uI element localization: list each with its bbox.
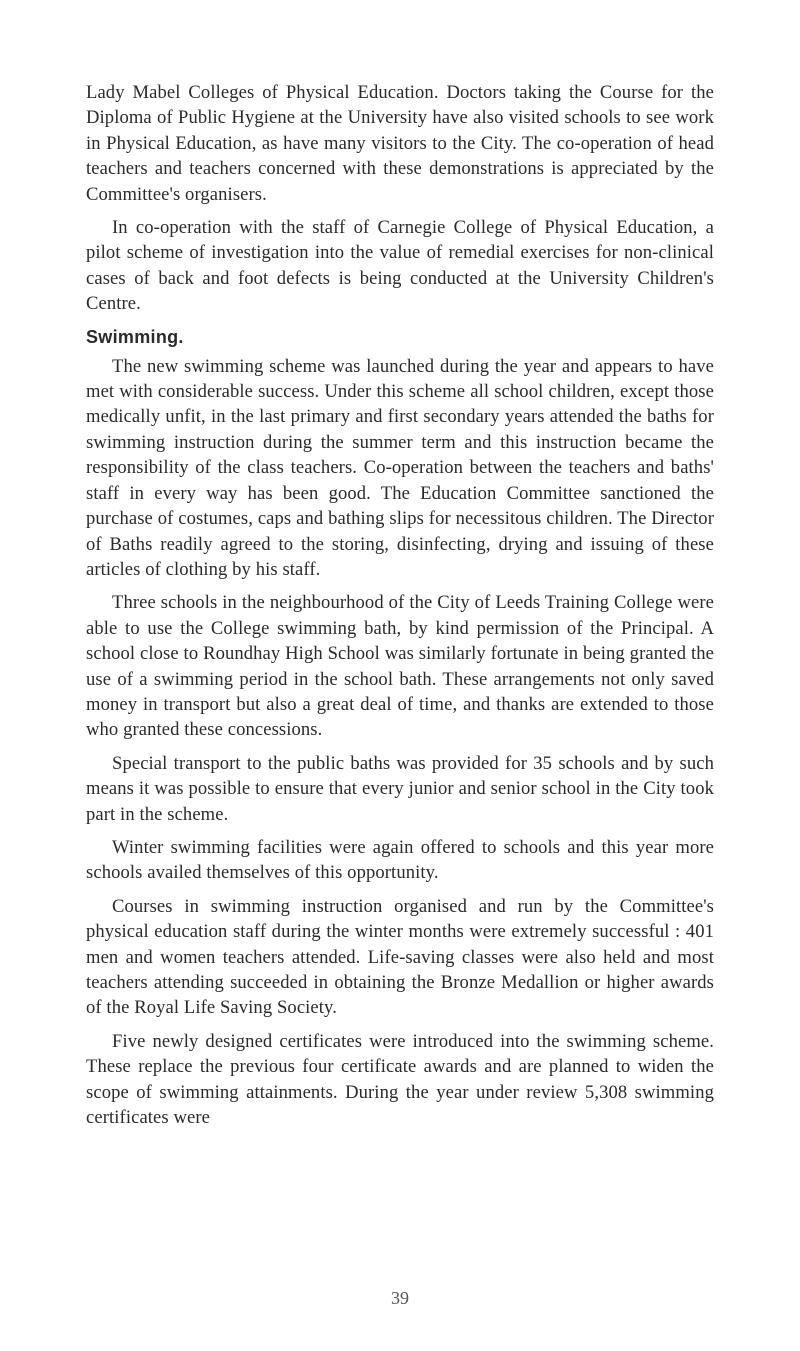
paragraph-physical-education-visitors: Lady Mabel Colleges of Physical Education. Doctors taking the Course for the Diploma of Public Hygiene at the University have also visited schools to see work in Physical Education, as have many visitors to the City. The co-operation of head teachers and teachers concerned with these demonstrations is appreciated by the Committee's organisers. <box>86 82 714 205</box>
paragraph-training-college-bath: Three schools in the neighbourhood of the City of Leeds Training College were able to use the College swimming bath, by kind permission of the Principal. A school close to Roundhay High School was similarly fortunate in being granted the use of a swimming period in the school bath. These arrangements not only saved money in transport but also a great deal of time, and thanks are extended to those who granted these concessions. <box>86 592 714 741</box>
paragraph-winter-swimming: Winter swimming facilities were again offered to schools and this year more schools availed themselves of this opportunity. <box>86 836 714 884</box>
paragraph-special-transport: Special transport to the public baths was provided for 35 schools and by such means it was possible to ensure that every junior and senior school in the City took part in the scheme. <box>86 752 714 825</box>
paragraph-carnegie-pilot-scheme: In co-operation with the staff of Carnegie College of Physical Education, a pilot scheme of investigation into the value of remedial exercises for non-clinical cases of back and foot defects is being conducted at the University Children's Centre. <box>86 217 714 315</box>
paragraph-new-swimming-scheme: The new swimming scheme was launched during the year and appears to have met with considerable success. Under this scheme all school children, except those medically unfit, in the last primary and first secondary years attended the baths for swimming instruction during the summer term and this instruction became the responsibility of the class teachers. Co-operation between the teachers and baths' staff in every way has been good. The Education Committee sanctioned the purchase of costumes, caps and bathing slips for necessitous children. The Director of Baths readily agreed to the storing, disinfecting, drying and issuing of these articles of clothing by his staff. <box>86 355 714 580</box>
page-number: 39 <box>391 1288 409 1308</box>
section-heading-swimming: Swimming. <box>86 326 184 347</box>
paragraph-swimming-courses: Courses in swimming instruction organised and run by the Committee's physical education staff during the winter months were extremely successful : 401 men and women teachers attended. Life-saving classes were also held and most teachers attending succeeded in obtaining the Bronze Medallion or higher awards of the Royal Life Saving Society. <box>86 895 714 1019</box>
paragraph-certificates: Five newly designed certificates were introduced into the swimming scheme. These replace the previous four certificate awards and are planned to widen the scope of swimming attainments. During the year under review 5,308 swimming certificates were <box>86 1030 714 1129</box>
